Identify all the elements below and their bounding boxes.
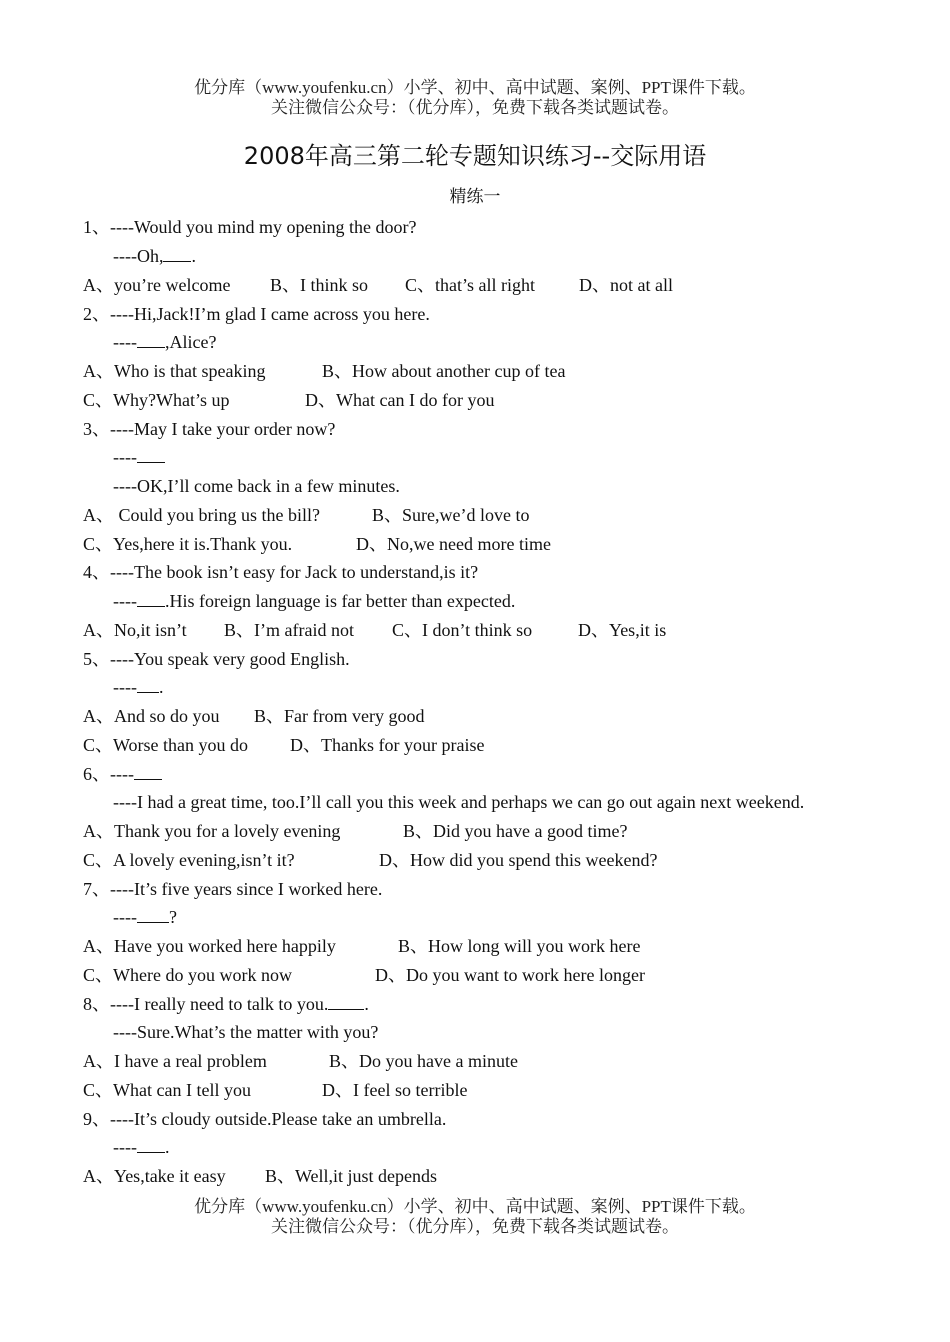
q9-option-b: B、Well,it just depends — [265, 1166, 438, 1186]
q4-option-d: D、Yes,it is — [578, 620, 667, 640]
q2-reply: ---- ,Alice? — [113, 332, 217, 352]
q2-option-c: C、Why?What’s up — [83, 390, 230, 410]
answer-blank — [137, 448, 165, 463]
footer-line-2: 关注微信公众号：（优分库），免费下载各类试题试卷。 — [271, 1217, 679, 1236]
q3-reply-2: ----OK,I’ll come back in a few minutes. — [113, 476, 400, 496]
q4-stem: 4、----The book isn’t easy for Jack to understand,is it? — [83, 562, 479, 582]
q5-option-a: A、And so do you — [83, 706, 220, 726]
q1-option-d: D、not at all — [579, 275, 673, 295]
answer-blank — [134, 765, 162, 780]
q6-stem: 6、---- — [83, 763, 162, 785]
answer-blank — [137, 678, 159, 693]
q8-reply: ----Sure.What’s the matter with you? — [113, 1022, 379, 1042]
q5-option-b: B、Far from very good — [254, 706, 425, 726]
q9-stem: 9、----It’s cloudy outside.Please take an umbrella. — [83, 1109, 447, 1129]
q8-stem: 8、----I really need to talk to you. . — [83, 994, 369, 1014]
header-line-2: 关注微信公众号：（优分库），免费下载各类试题试卷。 — [271, 98, 679, 117]
answer-blank — [328, 995, 364, 1010]
q3-option-b: B、Sure,we’d love to — [372, 505, 530, 525]
q4-option-b: B、I’m afraid not — [224, 620, 354, 640]
q3-option-c: C、Yes,here it is.Thank you. — [83, 534, 293, 554]
q2-option-b: B、How about another cup of tea — [322, 361, 566, 381]
answer-blank — [137, 333, 165, 348]
q6-option-d: D、How did you spend this weekend? — [379, 850, 658, 870]
q1-option-c: C、that’s all right — [405, 275, 535, 295]
q3-stem: 3、----May I take your order now? — [83, 419, 336, 439]
header-line-1: 优分库（www.youfenku.cn）小学、初中、高中试题、案例、PPT课件下载。 — [194, 78, 756, 97]
answer-blank — [163, 247, 191, 262]
q5-reply: ---- . — [113, 677, 164, 697]
q7-stem: 7、----It’s five years since I worked here. — [83, 879, 383, 899]
q1-stem: 1、----Would you mind my opening the door? — [83, 217, 417, 237]
q2-stem: 2、----Hi,Jack!I’m glad I came across you here. — [83, 304, 430, 324]
section-subtitle: 精练一 — [449, 187, 501, 206]
q5-option-d: D、Thanks for your praise — [290, 735, 485, 755]
q8-option-a: A、I have a real problem — [83, 1051, 267, 1071]
answer-blank — [137, 908, 169, 923]
q1-option-b: B、I think so — [270, 275, 369, 295]
q9-reply: ---- . — [113, 1137, 170, 1157]
q7-option-d: D、Do you want to work here longer — [375, 965, 645, 985]
q8-option-b: B、Do you have a minute — [329, 1051, 518, 1071]
q3-reply: ---- — [113, 446, 165, 468]
q7-reply: ---- ? — [113, 907, 177, 927]
q3-option-d: D、No,we need more time — [356, 534, 551, 554]
q1-reply: ----Oh, . — [113, 246, 196, 266]
q4-option-a: A、No,it isn’t — [83, 620, 187, 640]
q7-option-a: A、Have you worked here happily — [83, 936, 336, 956]
q1-option-a: A、you’re welcome — [83, 275, 231, 295]
q6-option-a: A、Thank you for a lovely evening — [83, 821, 341, 841]
answer-blank — [137, 592, 165, 607]
q7-option-b: B、How long will you work here — [398, 936, 641, 956]
q3-option-a: A、 Could you bring us the bill? — [83, 505, 320, 525]
q5-stem: 5、----You speak very good English. — [83, 649, 350, 669]
footer-line-1: 优分库（www.youfenku.cn）小学、初中、高中试题、案例、PPT课件下载。 — [194, 1197, 756, 1216]
q5-option-c: C、Worse than you do — [83, 735, 249, 755]
q4-reply: ---- .His foreign language is far better than expected. — [113, 591, 516, 611]
q2-option-d: D、What can I do for you — [305, 390, 495, 410]
q2-option-a: A、Who is that speaking — [83, 361, 266, 381]
q8-option-c: C、What can I tell you — [83, 1080, 251, 1100]
q9-option-a: A、Yes,take it easy — [83, 1166, 226, 1186]
q8-option-d: D、I feel so terrible — [322, 1080, 468, 1100]
q7-option-c: C、Where do you work now — [83, 965, 292, 985]
page-title: 2008年高三第二轮专题知识练习--交际用语 — [243, 142, 707, 170]
q4-option-c: C、I don’t think so — [392, 620, 533, 640]
q6-option-b: B、Did you have a good time? — [403, 821, 628, 841]
answer-blank — [137, 1138, 165, 1153]
q6-reply: ----I had a great time, too.I’ll call you this week and perhaps we can go out again next weekend. — [113, 792, 805, 812]
q6-option-c: C、A lovely evening,isn’t it? — [83, 850, 295, 870]
